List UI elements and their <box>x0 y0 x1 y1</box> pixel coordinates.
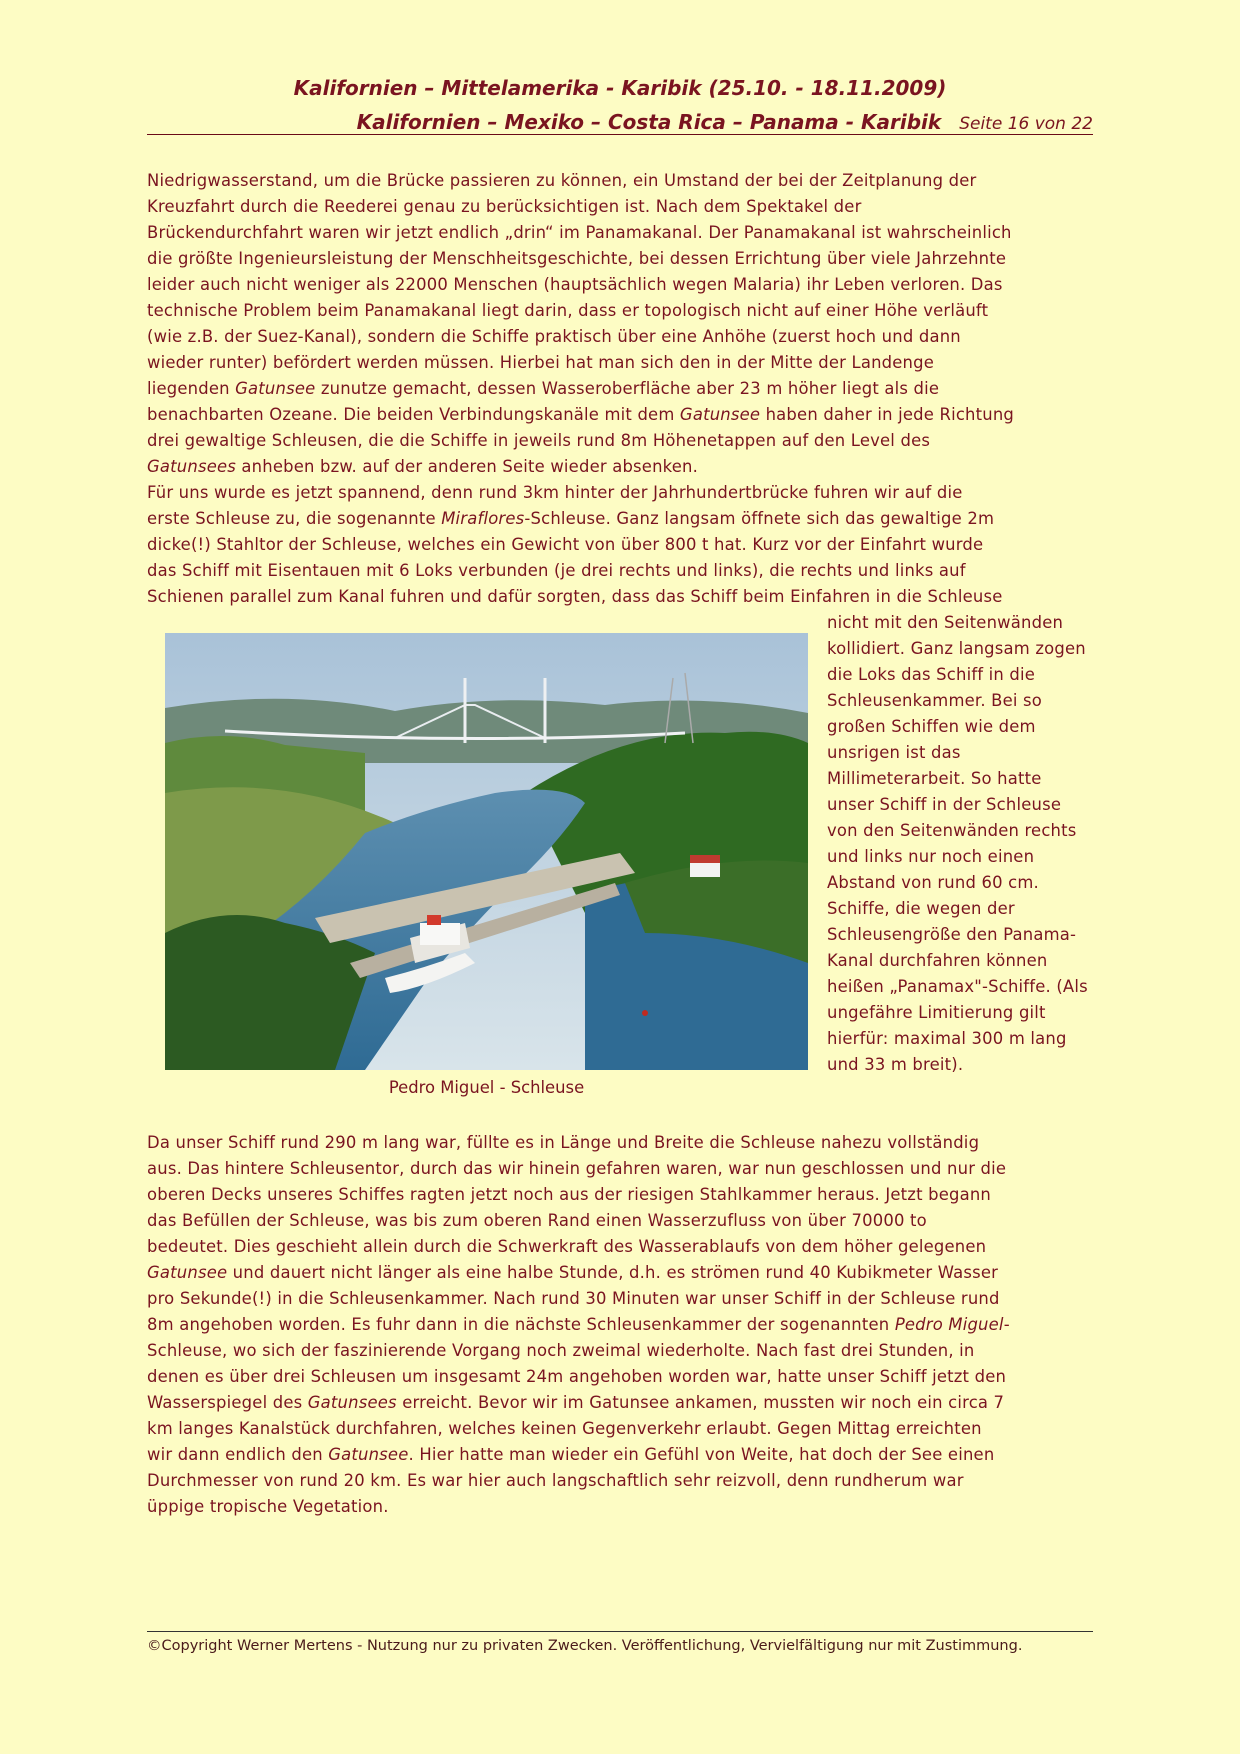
lake-name: Gatunsee <box>328 1445 409 1464</box>
text-line: üppige tropische Vegetation. <box>147 1497 389 1516</box>
lake-name: Gatunsee <box>147 1263 228 1282</box>
text-line: Schleuse, wo sich der faszinierende Vorgang noch zweimal wiederholte. Nach fast drei Stunden, in <box>147 1341 975 1360</box>
text-line: (wie z.B. der Suez-Kanal), sondern die Schiffe praktisch über eine Anhöhe (zuerst hoch und dann <box>147 327 961 346</box>
text-line: drei gewaltige Schleusen, die die Schiffe in jeweils rund 8m Höhenetappen auf den Level des <box>147 431 931 450</box>
lake-name: Gatunsee <box>679 405 761 424</box>
lock-name: Miraflores <box>441 509 525 528</box>
lake-name: Gatunsees <box>147 457 236 476</box>
text-line: bedeutet. Dies geschieht allein durch die Schwerkraft des Wasserablaufs von dem höher gelegenen <box>147 1237 987 1256</box>
text-line: km langes Kanalstück durchfahren, welches keinen Gegenverkehr erlaubt. Gegen Mittag erreichten <box>147 1419 982 1438</box>
text-line: das Befüllen der Schleuse, was bis zum oberen Rand einen Wasserzufluss von über 70000 to <box>147 1211 927 1230</box>
text-line: Wasserspiegel des Gatunsees erreicht. Bevor wir im Gatunsee ankamen, mussten wir noch ein circa 7 <box>147 1393 1005 1412</box>
text-line: 8m angehoben worden. Es fuhr dann in die nächste Schleusenkammer der sogenannten Pedro Miguel- <box>147 1315 1010 1334</box>
text-line: denen es über drei Schleusen um insgesamt 24m angehoben worden war, hatte unser Schiff jetzt den <box>147 1367 1007 1386</box>
text-line: Brückendurchfahrt waren wir jetzt endlich „drin“ im Panamakanal. Der Panamakanal ist wahrscheinlich <box>147 223 1012 242</box>
text-line: dicke(!) Stahltor der Schleuse, welches ein Gewicht von über 800 t hat. Kurz vor der Einfahrt wurde <box>147 535 984 554</box>
page-number: Seite 16 von 22 <box>959 114 1093 134</box>
side-text: nicht mit den Seitenwänden kollidiert. Ganz langsam zogen die Loks das Schiff in die Schleusenkammer. Bei so großen Schiffen wie dem unsrigen ist das Millimeterarbeit. So hatte unser Schiff in der Schleuse von den Seitenwänden rechts und links nur noch einen Abstand von rund 60 cm. Schiffe, die wegen der Schleusengröße den Panama-Kanal durchfahren können heißen „Panamax"-Schiffe. (Als ungefähre Limitierung gilt hierfür: maximal 300 m lang und 33 m breit). <box>827 613 1088 1074</box>
text-line: aus. Das hintere Schleusentor, durch das wir hinein gefahren waren, war nun geschlossen und nur die <box>147 1159 1007 1178</box>
text-line: technische Problem beim Panamakanal liegt darin, dass er topologisch nicht auf einer Höhe verläuft <box>147 301 989 320</box>
text-line: leider auch nicht weniger als 22000 Menschen (hauptsächlich wegen Malaria) ihr Leben verloren. Das <box>147 275 1003 294</box>
text-line: Durchmesser von rund 20 km. Es war hier auch langschaftlich sehr reizvoll, denn rundherum war <box>147 1471 964 1490</box>
text-line: Da unser Schiff rund 290 m lang war, füllte es in Länge und Breite die Schleuse nahezu vollständig <box>147 1133 980 1152</box>
text-line: wir dann endlich den Gatunsee. Hier hatte man wieder ein Gefühl von Weite, hat doch der See einen <box>147 1445 995 1464</box>
text-line: pro Sekunde(!) in die Schleusenkammer. Nach rund 30 Minuten war unser Schiff in der Schleuse rund <box>147 1289 1000 1308</box>
photo-illustration <box>165 633 808 1070</box>
text-line: Für uns wurde es jetzt spannend, denn rund 3km hinter der Jahrhundertbrücke fuhren wir auf die <box>147 483 963 502</box>
header-divider <box>147 134 1093 135</box>
text-line: Gatunsees anheben bzw. auf der anderen Seite wieder absenken. <box>147 457 699 476</box>
lake-name: Gatunsees <box>307 1393 397 1412</box>
footer-divider <box>147 1631 1093 1632</box>
text-line: erste Schleuse zu, die sogenannte Miraflores-Schleuse. Ganz langsam öffnete sich das gewaltige 2m <box>147 509 995 528</box>
text-line: das Schiff mit Eisentauen mit 6 Loks verbunden (je drei rechts und links), die rechts und links auf <box>147 561 966 580</box>
lake-name: Gatunsee <box>235 379 316 398</box>
text-line: benachbarten Ozeane. Die beiden Verbindungskanäle mit dem Gatunsee haben daher in jede Richtung <box>147 405 1015 424</box>
text-line: Gatunsee und dauert nicht länger als eine halbe Stunde, d.h. es strömen rund 40 Kubikmeter Wasser <box>147 1263 999 1282</box>
text-line: die größte Ingenieursleistung der Menschheitsgeschichte, bei dessen Errichtung über viele Jahrzehnte <box>147 249 1007 268</box>
lock-name: Pedro Miguel <box>894 1315 1004 1334</box>
photo-caption: Pedro Miguel - Schleuse <box>388 1078 585 1097</box>
paragraph-3 <box>147 1130 1093 1520</box>
text-line: Niedrigwasserstand, um die Brücke passieren zu können, ein Umstand der bei der Zeitplanung der <box>147 171 977 190</box>
text-line: Kreuzfahrt durch die Reederei genau zu berücksichtigen ist. Nach dem Spektakel der <box>147 197 862 216</box>
lock-photo <box>165 633 808 1070</box>
header-route: Kalifornien – Mexiko – Costa Rica – Panama - Karibik <box>356 110 942 134</box>
text-line: liegenden Gatunsee zunutze gemacht, dessen Wasseroberfläche aber 23 m höher liegt als die <box>147 379 940 398</box>
text-line: wieder runter) befördert werden müssen. Hierbei hat man sich den in der Mitte der Landenge <box>147 353 935 372</box>
paragraph-1 <box>147 168 1093 610</box>
header-subtitle <box>147 110 1093 134</box>
header-title: Kalifornien – Mittelamerika - Karibik (25.10. - 18.11.2009) <box>293 76 947 100</box>
copyright-footer: ©Copyright Werner Mertens - Nutzung nur zu privaten Zwecken. Veröffentlichung, Vervielfältigung nur mit Zustimmung. <box>147 1638 1023 1654</box>
text-line: oberen Decks unseres Schiffes ragten jetzt noch aus der riesigen Stahlkammer heraus. Jetzt begann <box>147 1185 992 1204</box>
text-line: Schienen parallel zum Kanal fuhren und dafür sorgten, dass das Schiff beim Einfahren in die Schleuse <box>147 587 1003 606</box>
